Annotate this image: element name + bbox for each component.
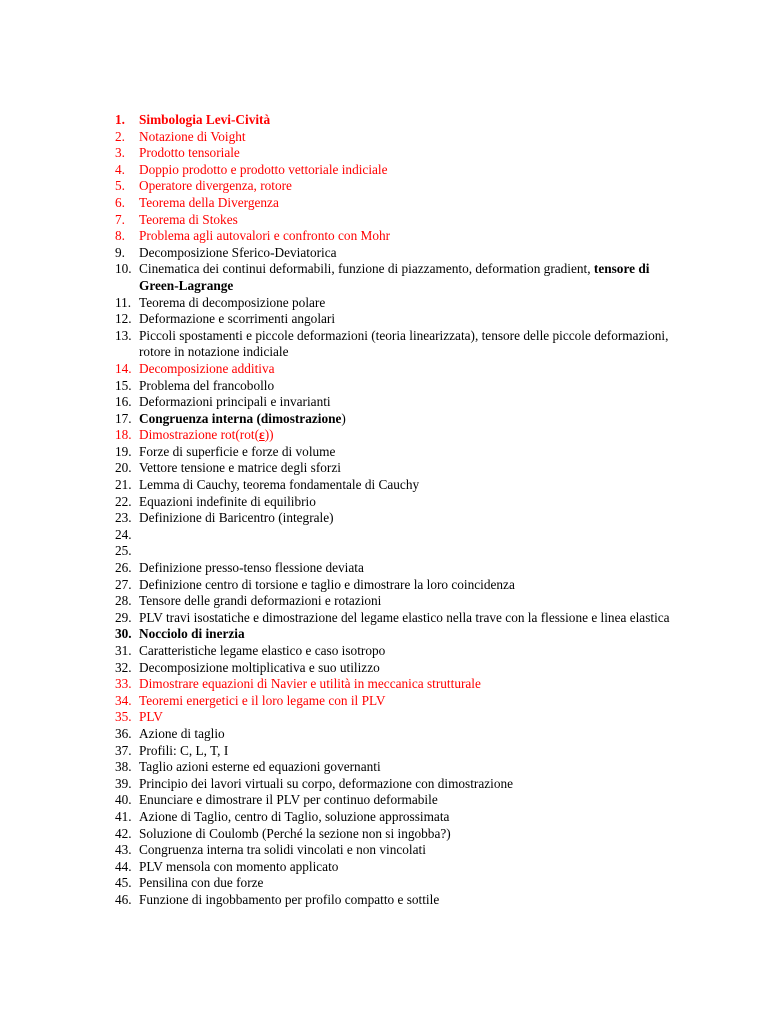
list-item-text: Dimostrazione rot(rot( [139,427,260,443]
list-item-number: 28. [115,593,132,609]
list-item-number: 37. [115,742,132,758]
list-item-text: Decomposizione Sferico-Deviatorica [139,244,337,260]
list-item [0,261,768,294]
list-item-text: Cinematica dei continui deformabili, funzione di piazzamento, deformation gradient, [139,261,594,277]
list-item-text: PLV mensola con momento applicato [139,858,339,874]
list-item-text: PLV travi isostatiche e dimostrazione del legame elastico nella trave con la flessione e linea elastica [139,609,670,625]
list-item [0,378,768,395]
list-item [0,311,768,328]
list-item-text: Problema del francobollo [139,377,275,393]
list-item-text: Pensilina con due forze [139,875,264,891]
list-item-text: Decomposizione additiva [139,360,275,376]
list-item [0,477,768,494]
list-item [0,743,768,760]
list-item [0,560,768,577]
list-item [0,394,768,411]
list-item [0,411,768,428]
list-item [0,112,768,129]
list-item-number: 23. [115,510,132,526]
list-item-text: Prodotto tensoriale [139,145,240,161]
list-item-number: 45. [115,875,132,891]
list-item-number: 6. [115,194,125,210]
list-item [0,361,768,378]
list-item-text: PLV [139,709,163,725]
list-item-text: Soluzione di Coulomb (Perché la sezione non si ingobba?) [139,825,451,841]
list-item [0,610,768,627]
list-item [0,875,768,892]
list-item [0,245,768,262]
list-item-number: 34. [115,692,132,708]
list-item [0,460,768,477]
list-item [0,892,768,909]
list-item-text: Taglio azioni esterne ed equazioni governanti [139,759,381,775]
list-item-number: 18. [115,427,132,443]
list-item [0,162,768,179]
list-item [0,577,768,594]
list-item [0,328,768,361]
list-item-text: Tensore delle grandi deformazioni e rotazioni [139,593,382,609]
list-item-bold-text: tensore di Green-Lagrange [139,261,650,293]
list-item-text [139,543,142,558]
list-item-number: 7. [115,211,125,227]
list-item-number: 12. [115,311,132,327]
list-item-number: 1. [115,112,125,127]
list-item-number: 9. [115,244,125,260]
list-item [0,228,768,245]
list-item [0,693,768,710]
list-item-number: 4. [115,161,125,177]
list-item-text: Teorema di decomposizione polare [139,294,326,310]
list-item-number: 3. [115,145,125,161]
list-item-text: Profili: C, L, T, I [139,742,229,758]
list-item-text [139,527,142,542]
list-item-number: 11. [115,294,132,310]
list-item-number: 43. [115,842,132,858]
list-item-text: Funzione di ingobbamento per profilo compatto e sottile [139,891,440,907]
list-item-text: Problema agli autovalori e confronto con Mohr [139,228,391,244]
list-item-text: ) [341,410,346,426]
list-item [0,129,768,146]
list-item-number: 41. [115,808,132,824]
list-item-text: Teoremi energetici e il loro legame con il PLV [139,692,386,708]
list-item-text: Definizione presso-tenso flessione deviata [139,560,364,576]
list-item [0,759,768,776]
list-item [0,643,768,660]
list-item-number: 20. [115,460,132,476]
list-item-text: Decomposizione moltiplicativa e suo utilizzo [139,659,380,675]
list-item-number: 15. [115,377,132,393]
list-item-bold-text: Congruenza interna (dimostrazione [139,410,342,426]
list-item-text: Operatore divergenza, rotore [139,178,292,194]
list-item-number: 31. [115,643,132,658]
list-item-number: 44. [115,858,132,874]
list-item-text: Lemma di Cauchy, teorema fondamentale di Cauchy [139,477,420,493]
list-item-text: Congruenza interna tra solidi vincolati e non vincolati [139,842,426,858]
list-item [0,427,768,444]
list-item-number: 30. [115,626,132,642]
list-item-text: Notazione di Voight [139,128,246,144]
list-item-number: 22. [115,493,132,509]
topic-list [0,112,768,909]
list-item-symbol: ε [259,427,265,443]
list-item-number: 46. [115,891,132,907]
list-item [0,510,768,527]
list-item-text: Dimostrare equazioni di Navier e utilità in meccanica strutturale [139,676,481,692]
list-item-text: Nocciolo di inerzia [139,626,245,642]
list-item [0,145,768,162]
document-page [0,112,768,909]
list-item-number: 29. [115,609,132,625]
list-item [0,212,768,229]
list-item [0,527,768,544]
list-item-text: Vettore tensione e matrice degli sforzi [139,460,341,476]
list-item [0,178,768,195]
list-item-number: 14. [115,360,132,376]
list-item [0,826,768,843]
list-item [0,593,768,610]
list-item-number: 16. [115,394,132,410]
list-item [0,626,768,643]
list-item-text: Equazioni indefinite di equilibrio [139,493,316,509]
list-item-number: 8. [115,228,125,244]
list-item-number: 17. [115,410,132,426]
list-item-number: 39. [115,775,132,791]
list-item-number: 19. [115,443,132,459]
list-item [0,494,768,511]
list-item [0,543,768,560]
list-item-number: 40. [115,792,132,808]
list-item-text: Forze di superficie e forze di volume [139,443,336,459]
list-item-number: 42. [115,825,132,841]
list-item-number: 32. [115,659,132,675]
list-item-number: 27. [115,576,132,592]
list-item [0,842,768,859]
list-item [0,295,768,312]
list-item-number: 25. [115,543,132,559]
list-item-text: Azione di taglio [139,725,225,741]
list-item-text: Doppio prodotto e prodotto vettoriale indiciale [139,161,388,177]
list-item-number: 26. [115,560,132,576]
list-item [0,444,768,461]
list-item-text-after: )) [264,427,274,443]
list-item [0,809,768,826]
list-item [0,676,768,693]
list-item-number: 5. [115,178,125,194]
list-item [0,792,768,809]
list-item-text: Deformazione e scorrimenti angolari [139,311,336,327]
list-item [0,195,768,212]
list-item [0,859,768,876]
list-item-text: Teorema di Stokes [139,211,238,227]
list-item-number: 35. [115,709,132,725]
list-item-number: 2. [115,128,125,144]
list-item-number: 38. [115,759,132,775]
list-item-text: Principio dei lavori virtuali su corpo, deformazione con dimostrazione [139,775,514,791]
list-item-text: Simbologia Levi-Cività [139,112,271,127]
list-item-text: Caratteristiche legame elastico e caso isotropo [139,643,386,658]
list-item-number: 36. [115,725,132,741]
list-item-text: Piccoli spostamenti e piccole deformazioni (teoria linearizzata), tensore delle piccole deformazioni, rotore in notazione indiciale [139,327,669,360]
list-item-text: Deformazioni principali e invarianti [139,394,331,410]
list-item-number: 13. [115,327,132,343]
list-item-text: Enunciare e dimostrare il PLV per continuo deformabile [139,792,438,808]
list-item [0,660,768,677]
list-item-number: 21. [115,477,132,493]
list-item-text: Definizione di Baricentro (integrale) [139,510,334,526]
list-item-text: Azione di Taglio, centro di Taglio, soluzione approssimata [139,808,450,824]
list-item [0,726,768,743]
list-item-text: Teorema della Divergenza [139,194,279,210]
list-item-number: 10. [115,261,132,277]
list-item-number: 33. [115,676,132,692]
list-item-number: 24. [115,526,132,542]
list-item-text: Definizione centro di torsione e taglio e dimostrare la loro coincidenza [139,576,515,592]
list-item [0,776,768,793]
list-item [0,709,768,726]
